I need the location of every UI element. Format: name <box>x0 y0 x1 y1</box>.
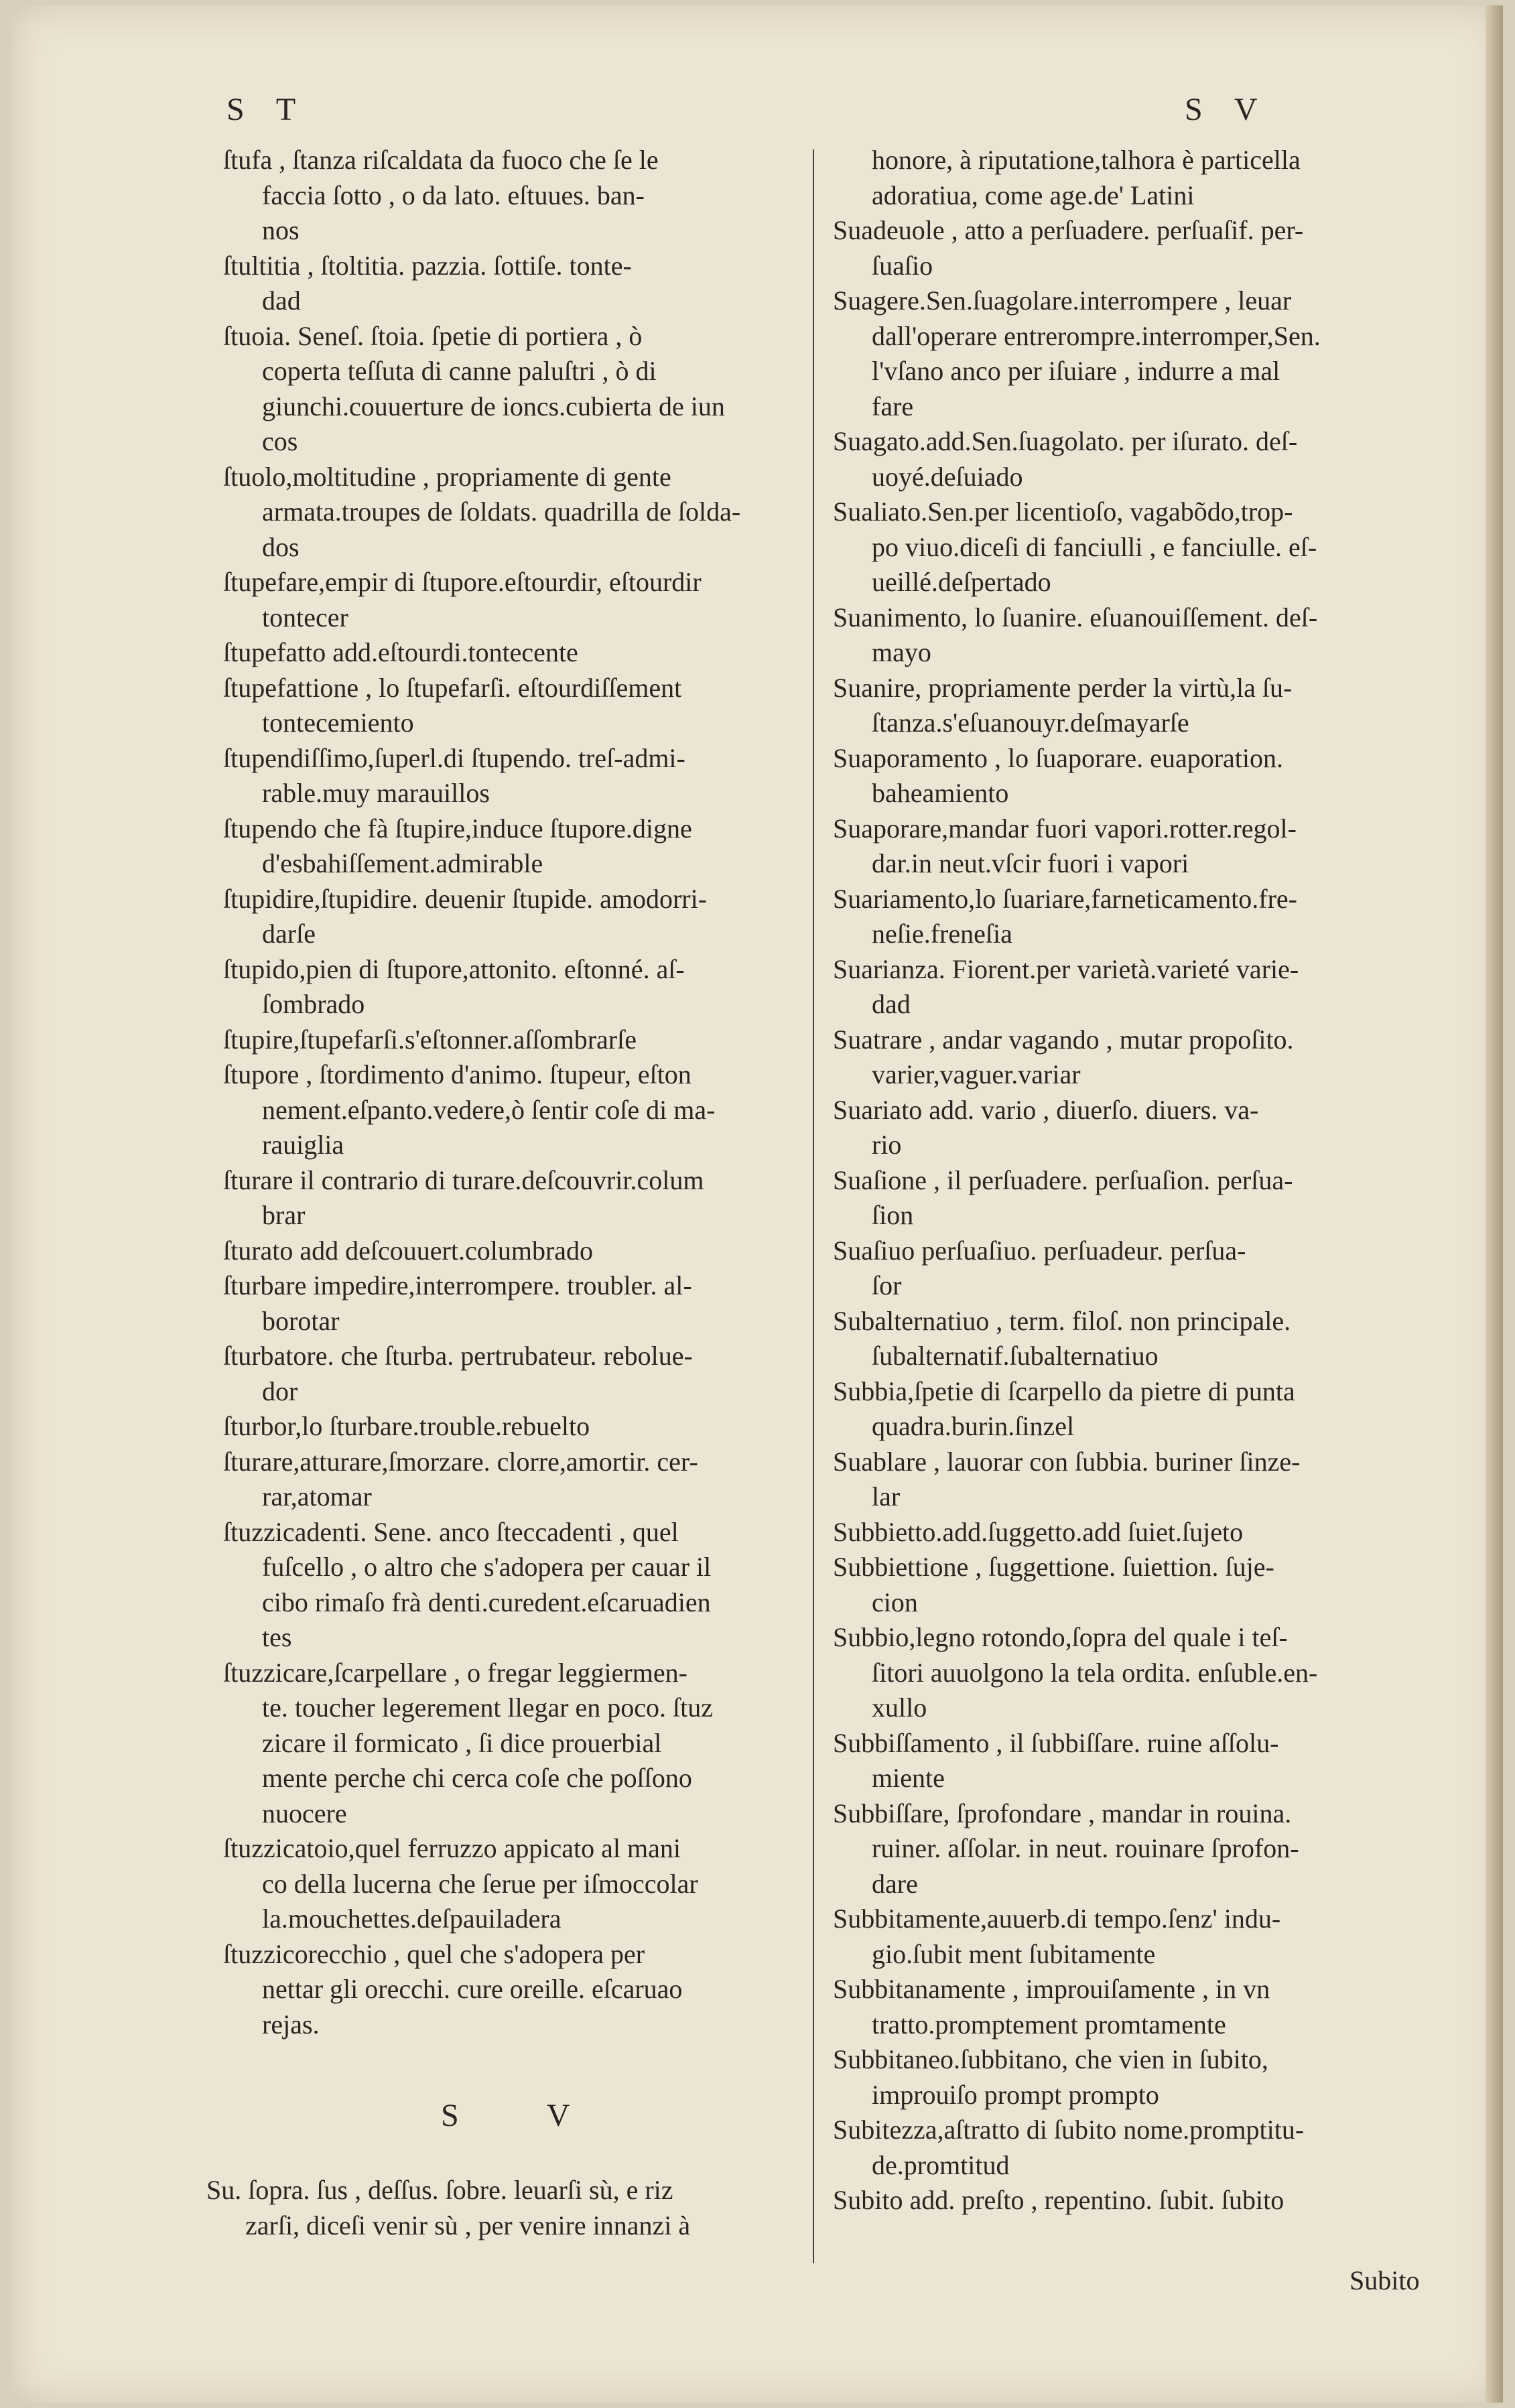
text-line: ſtupefatto add.eſtourdi.tontecente <box>223 637 578 667</box>
text-line: nuocere <box>262 1798 347 1828</box>
text-line: ſtultitia , ſtoltitia. pazzia. ſottiſe. tonte- <box>223 250 632 281</box>
text-line: mayo <box>872 637 931 667</box>
text-line: ſtupire,ſtupefarſi.s'eſtonner.aſſombrarſe <box>223 1024 637 1055</box>
text-line: nos <box>262 215 300 245</box>
text-line: ſtupore , ſtordimento d'animo. ſtupeur, eſton <box>223 1059 691 1089</box>
text-line: Subbitamente,auuerb.di tempo.ſenz' indu- <box>833 1903 1281 1934</box>
text-line: rauiglia <box>262 1130 344 1160</box>
text-line: tontecer <box>262 602 348 632</box>
text-line: Suarianza. Fiorent.per varietà.varieté varie- <box>833 953 1299 984</box>
text-line: zicare il formicato , ſi dice prouerbial <box>262 1727 662 1758</box>
text-line: ſturbor,lo ſturbare.trouble.rebuelto <box>223 1411 590 1441</box>
text-line: Suatrare , andar vagando , mutar propoſito. <box>833 1024 1294 1055</box>
text-line: Subbitaneo.ſubbitano, che vien in ſubito, <box>833 2044 1268 2074</box>
text-line: Suaſiuo perſuaſiuo. perſuadeur. perſua- <box>833 1235 1246 1266</box>
left-column-tail <box>206 2173 809 2243</box>
text-line: rar,atomar <box>262 1481 372 1512</box>
text-line: ſtupidire,ſtupidire. deuenir ſtupide. amodorri- <box>223 883 708 914</box>
text-line: ſtufa , ſtanza riſcaldata da fuoco che ſe le <box>223 145 659 175</box>
text-line: ſtuzzicatoio,quel ferruzzo appicato al mani <box>223 1833 681 1863</box>
text-line: dar.in neut.vſcir fuori i vapori <box>872 848 1189 878</box>
text-line: improuiſo prompt prompto <box>872 2079 1159 2110</box>
text-line: ſtupendo che fà ſtupire,induce ſtupore.digne <box>223 813 692 844</box>
text-line: armata.troupes de ſoldats. quadrilla de ſolda- <box>262 496 741 527</box>
text-line: rable.muy marauillos <box>262 778 490 808</box>
section-heading: S V <box>441 2098 610 2133</box>
text-line: Subalternatiuo , term. filoſ. non principale. <box>833 1305 1291 1336</box>
text-line: ſtuoia. Seneſ. ſtoia. ſpetie di portiera , ò <box>223 320 643 351</box>
text-line: ſturare il contrario di turare.deſcouvrir.colum <box>223 1164 704 1195</box>
text-line: co della lucerna che ſerue per iſmoccolar <box>262 1868 698 1899</box>
text-line: cibo rimaſo frà denti.curedent.eſcaruadien <box>262 1587 711 1617</box>
text-line: zarſi, diceſi venir sù , per venire innanzi à <box>245 2210 691 2240</box>
text-line: ſitori auuolgono la tela ordita. enſuble.en- <box>872 1657 1318 1688</box>
text-line: Subito add. preſto , repentino. ſubit. ſubito <box>833 2185 1285 2215</box>
text-line: Sualiato.Sen.per licentioſo, vagabõdo,trop- <box>833 496 1293 527</box>
text-line: Suariato add. vario , diuerſo. diuers. va- <box>833 1094 1259 1125</box>
text-line: quadra.burin.ſinzel <box>872 1411 1075 1441</box>
text-line: ueillé.deſpertado <box>872 567 1051 597</box>
text-line: Subitezza,aſtratto di ſubito nome.promptitu- <box>833 2115 1305 2145</box>
text-line: l'vſano anco per iſuiare , indurre a mal <box>872 356 1280 386</box>
text-line: tontecemiento <box>262 708 414 738</box>
text-line: dare <box>872 1868 918 1899</box>
text-line: dall'operare entrerompre.interromper,Sen. <box>872 320 1321 351</box>
text-line: dor <box>262 1376 298 1406</box>
running-head-right: S V <box>1185 92 1270 127</box>
text-line: uoyé.deſuiado <box>872 461 1023 492</box>
text-line: po viuo.diceſi di fanciulli , e fanciulle. eſ- <box>872 531 1317 562</box>
text-line: ſtuolo,moltitudine , propriamente di gente <box>223 461 671 492</box>
right-column <box>833 143 1476 2218</box>
text-line: adoratiua, come age.de' Latini <box>872 180 1195 210</box>
text-line: borotar <box>262 1305 340 1336</box>
text-line: Subbiſſamento , il ſubbiſſare. ruine aſſolu- <box>833 1727 1279 1758</box>
text-line: darſe <box>262 919 316 949</box>
text-line: Suariamento,lo ſuariare,farneticamento.fre- <box>833 883 1297 914</box>
text-line: rio <box>872 1130 902 1160</box>
text-line: dad <box>872 989 911 1019</box>
column-rule <box>813 149 814 2263</box>
text-line: fuſcello , o altro che s'adopera per cauar il <box>262 1552 712 1582</box>
text-line: ſuaſio <box>872 250 933 281</box>
page-edge <box>1486 5 1503 2403</box>
text-line: ſtanza.s'eſuanouyr.deſmayarſe <box>872 708 1189 738</box>
text-line: ſombrado <box>262 989 365 1019</box>
text-line: giunchi.couuerture de ioncs.cubierta de iun <box>262 391 725 421</box>
text-line: d'esbahiſſement.admirable <box>262 848 543 878</box>
text-line: rejas. <box>262 2009 320 2039</box>
text-line: nettar gli orecchi. cure oreille. eſcaruao <box>262 1974 683 2004</box>
text-line: Suaporare,mandar fuori vapori.rotter.regol- <box>833 813 1297 844</box>
text-line: tratto.promptement promtamente <box>872 2009 1226 2039</box>
text-line: ſion <box>872 1200 914 1230</box>
text-line: gio.ſubit ment ſubitamente <box>872 1938 1156 1969</box>
text-line: Suablare , lauorar con ſubbia. buriner ſinze- <box>833 1446 1301 1477</box>
text-line: ſturare,atturare,ſmorzare. clorre,amortir. cer- <box>223 1446 698 1477</box>
text-line: ruiner. aſſolar. in neut. rouinare ſprofon- <box>872 1833 1299 1863</box>
text-line: dos <box>262 531 300 562</box>
text-line: Subbia,ſpetie di ſcarpello da pietre di punta <box>833 1376 1295 1406</box>
text-line: miente <box>872 1763 945 1793</box>
text-line: cos <box>262 426 298 456</box>
text-line: ſtupendiſſimo,ſuperl.di ſtupendo. treſ-admi- <box>223 742 685 773</box>
text-line: Suagere.Sen.ſuagolare.interrompere , leuar <box>833 285 1292 316</box>
text-line: Suadeuole , atto a perſuadere. perſuaſif. per- <box>833 215 1304 245</box>
text-line: Suanire, propriamente perder la virtù,la ſu- <box>833 672 1293 703</box>
text-line: ſtuzzicadenti. Sene. anco ſteccadenti , quel <box>223 1516 679 1547</box>
text-line: la.mouchettes.deſpauiladera <box>262 1903 562 1934</box>
text-line: ſturbatore. che ſturba. pertrubateur. rebolue- <box>223 1341 693 1371</box>
text-line: ſtupefattione , lo ſtupefarſi. eſtourdiſſement <box>223 672 682 703</box>
text-line: honore, à riputatione,talhora è particella <box>872 145 1301 175</box>
text-line: te. toucher legerement llegar en poco. ſtuz <box>262 1692 714 1723</box>
text-line: varier,vaguer.variar <box>872 1059 1081 1089</box>
text-line: tes <box>262 1622 292 1652</box>
text-line: Suaporamento , lo ſuaporare. euaporation. <box>833 742 1283 773</box>
text-line: baheamiento <box>872 778 1009 808</box>
text-line: ſtupefare,empir di ſtupore.eſtourdir, eſtourdir <box>223 567 702 597</box>
text-line: ſturato add deſcouuert.columbrado <box>223 1235 594 1266</box>
text-line: faccia ſotto , o da lato. eſtuues. ban- <box>262 180 645 210</box>
text-line: ſor <box>872 1270 902 1300</box>
text-line: Suaſione , il perſuadere. perſuaſion. perſua- <box>833 1164 1293 1195</box>
text-line: Subbiettione , ſuggettione. ſuiettion. ſuje- <box>833 1552 1274 1582</box>
text-line: fare <box>872 391 914 421</box>
text-line: lar <box>872 1481 901 1512</box>
book-page <box>12 5 1503 2403</box>
text-line: brar <box>262 1200 306 1230</box>
text-line: Subbietto.add.ſuggetto.add ſuiet.ſujeto <box>833 1516 1244 1547</box>
text-line: neſie.freneſia <box>872 919 1012 949</box>
text-line: Suagato.add.Sen.ſuagolato. per iſurato. deſ- <box>833 426 1298 456</box>
catchword: Subito <box>1349 2265 1420 2295</box>
text-line: dad <box>262 285 301 316</box>
text-line: ſturbare impedire,interrompere. troubler. al- <box>223 1270 692 1300</box>
text-line: Subbitanamente , improuiſamente , in vn <box>833 1974 1270 2004</box>
text-line: xullo <box>872 1692 927 1723</box>
text-line: Suanimento, lo ſuanire. eſuanouiſſement. deſ- <box>833 602 1318 632</box>
text-line: cion <box>872 1587 918 1617</box>
text-line: coperta teſſuta di canne paluſtri , ò di <box>262 356 657 386</box>
text-line: Su. ſopra. ſus , deſſus. ſobre. leuarſi sù, e riz <box>206 2175 673 2205</box>
left-column <box>223 143 806 2042</box>
text-line: ſtupido,pien di ſtupore,attonito. eſtonné. aſ- <box>223 953 685 984</box>
text-line: Subbiſſare, ſprofondare , mandar in rouina. <box>833 1798 1292 1828</box>
text-line: ſtuzzicare,ſcarpellare , o fregar leggiermen- <box>223 1657 687 1688</box>
text-line: ſtuzzicorecchio , quel che s'adopera per <box>223 1938 645 1969</box>
text-line: nement.eſpanto.vedere,ò ſentir coſe di ma- <box>262 1094 716 1125</box>
text-line: ſubalternatif.ſubalternatiuo <box>872 1341 1159 1371</box>
text-line: mente perche chi cerca coſe che poſſono <box>262 1763 692 1793</box>
running-head-left: S T <box>226 92 308 127</box>
text-line: de.promtitud <box>872 2149 1010 2180</box>
text-line: Subbio,legno rotondo,ſopra del quale i teſ- <box>833 1622 1288 1652</box>
